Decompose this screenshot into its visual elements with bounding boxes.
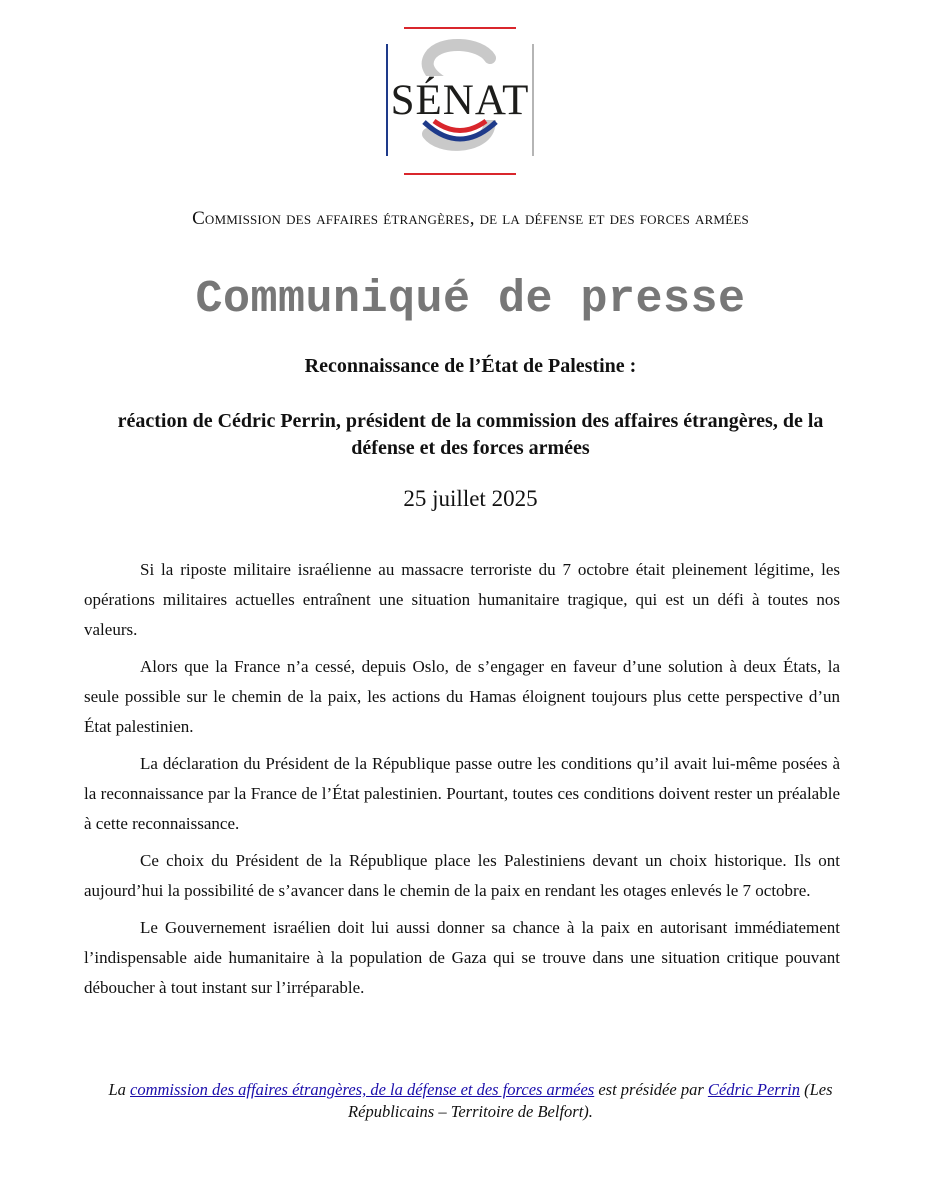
commission-heading: Commission des affaires étrangères, de la défense et des forces armées [192,208,749,229]
press-release-title: Communiqué de presse [195,274,746,325]
body-paragraph: Alors que la France n’a cessé, depuis Oslo, de s’engager en faveur d’une solution à deux États, la seule possible sur le chemin de la paix, les actions du Hamas éloignent toujours plus cette perspective d’un État palestinien. [84,657,840,736]
footer-prefix: La [108,1080,131,1099]
release-reaction-heading: réaction de Cédric Perrin, président de la commission des affaires étrangères, de la défense et des forces armées [117,410,824,459]
release-subject: Reconnaissance de l’État de Palestine : [304,355,637,377]
body-paragraph: Ce choix du Président de la République place les Palestiniens devant un choix historique. Ils ont aujourd’hui la possibilité de s’avancer dans le chemin de la paix en rendant les otages enlevés le 7 octobre. [84,851,840,900]
president-link[interactable]: Cédric Perrin [707,1080,800,1099]
release-body [84,555,840,1010]
body-paragraph: Si la riposte militaire israélienne au massacre terroriste du 7 octobre était pleinement légitime, les opérations militaires actuelles entraînent une situation humanitaire tragique, qui est un défi à toutes nos valeurs. [84,560,840,639]
footer-note [90,1079,851,1123]
body-paragraph: Le Gouvernement israélien doit lui aussi donner sa chance à la paix en autorisant immédiatement l’indispensable aide humanitaire à la population de Gaza qui se trouve dans une situation critique pouvant déboucher à tout instant sur l’irréparable. [84,918,840,997]
commission-link[interactable]: commission des affaires étrangères, de la défense et des forces armées [130,1080,595,1099]
release-date: 25 juillet 2025 [403,486,538,511]
footer-suffix: (Les Républicains – Territoire de Belfort). [348,1080,833,1121]
body-paragraph: La déclaration du Président de la République passe outre les conditions qu’il avait lui-même posées à la reconnaissance par la France de l’État palestinien. Pourtant, toutes ces conditions doivent rester un préalable à cette reconnaissance. [84,754,840,833]
senat-logo [384,26,536,176]
logo-text: SÉNAT [390,77,530,124]
footer-middle: est présidée par [594,1080,708,1099]
